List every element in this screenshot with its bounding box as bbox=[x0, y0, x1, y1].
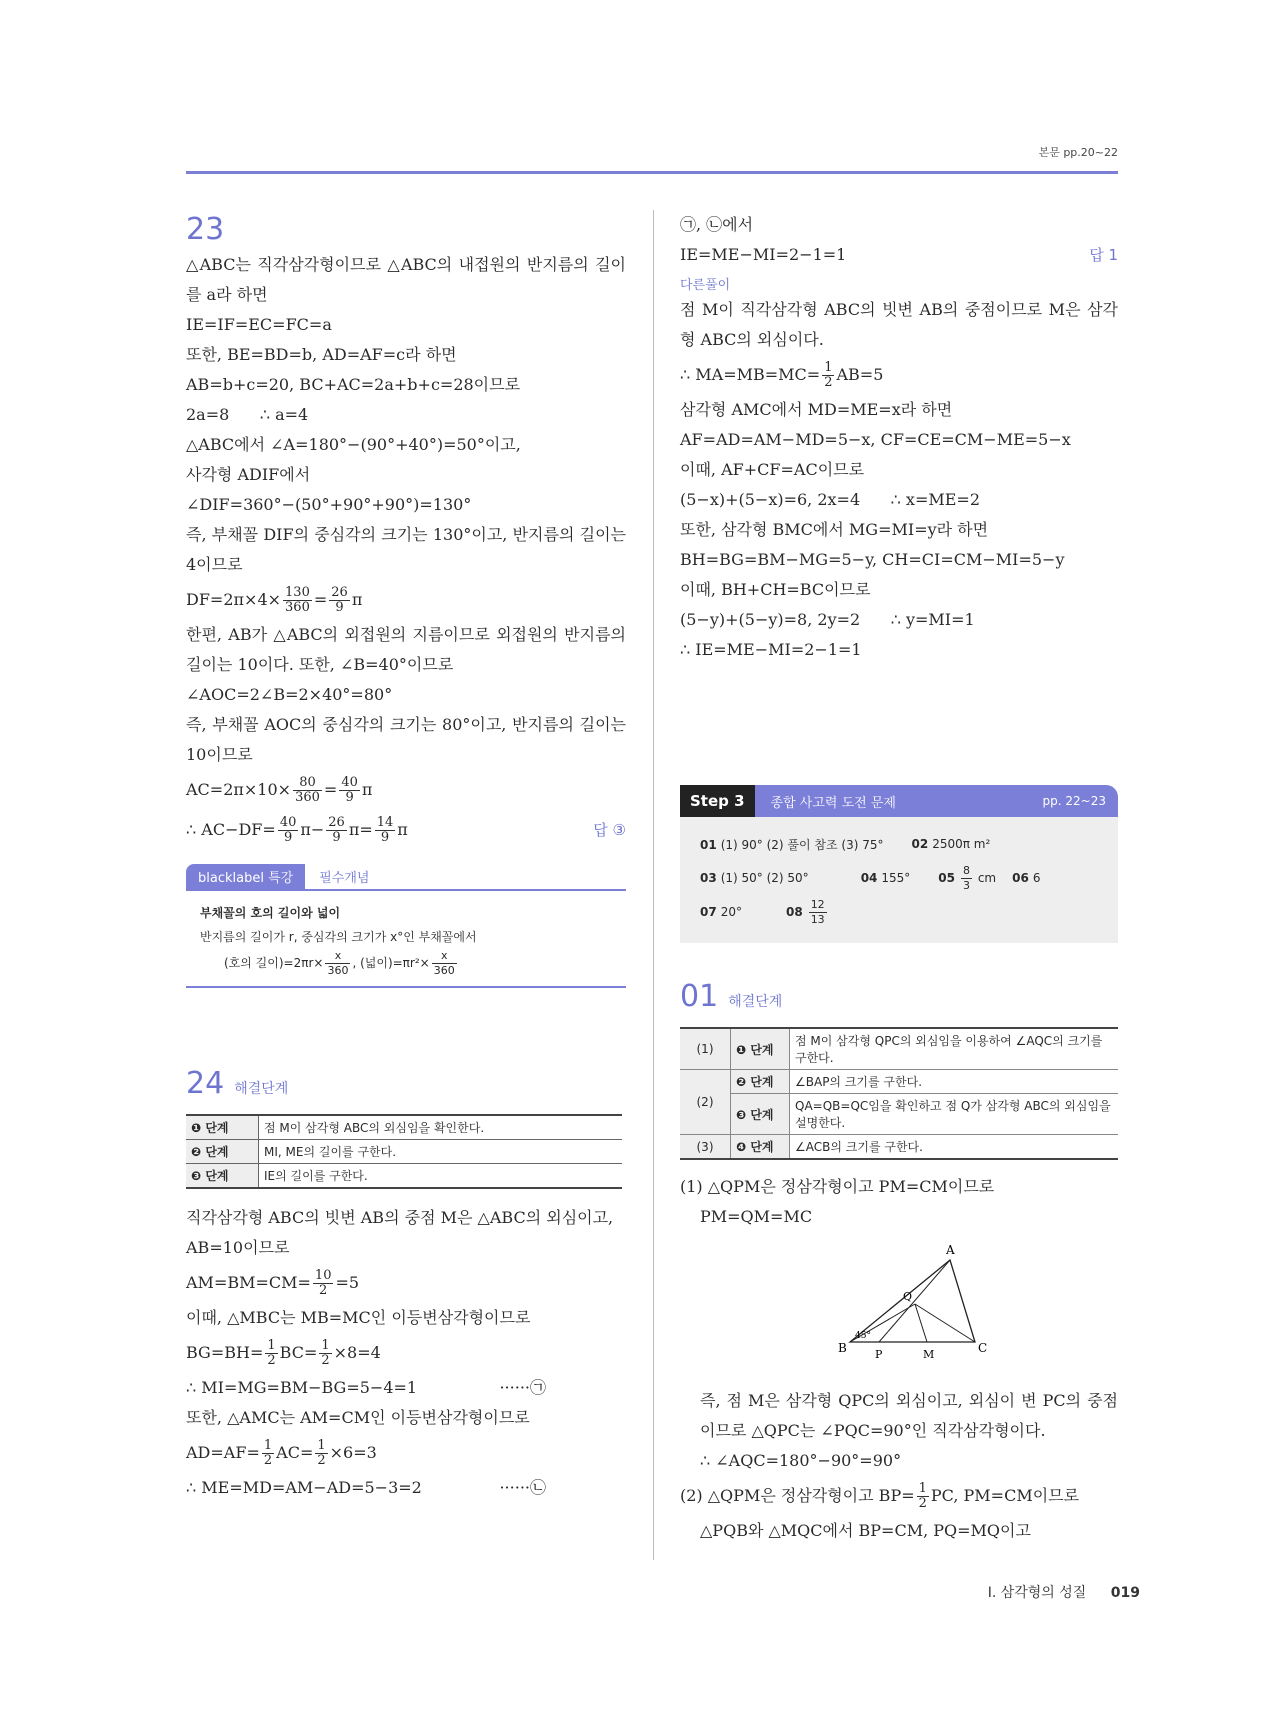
denominator: 2 bbox=[317, 1453, 326, 1468]
numerator: 14 bbox=[376, 815, 394, 830]
fraction bbox=[432, 949, 457, 978]
text-line: 즉, 부채꼴 AOC의 중심각의 크기는 80°이고, 반지름의 길이는 10이므로 bbox=[186, 715, 626, 764]
formula-part: ×6=3 bbox=[329, 1443, 377, 1462]
answer-value: (1) 90° (2) 풀이 참조 (3) 75° bbox=[720, 837, 884, 852]
step3-answers bbox=[680, 817, 1118, 943]
formula-part: π bbox=[351, 590, 363, 609]
formula-part: (호의 길이)=2πr× bbox=[224, 956, 324, 970]
text-line bbox=[186, 1373, 626, 1403]
answer-item bbox=[786, 898, 829, 927]
denominator: 360 bbox=[295, 790, 320, 805]
part-cell: (2) bbox=[680, 1070, 731, 1135]
blacklabel-tabs bbox=[186, 864, 626, 891]
answer-number: 06 bbox=[1012, 871, 1029, 885]
formula-part: IE=ME−MI=2−1=1 bbox=[680, 245, 847, 264]
step3-title: 종합 사고력 도전 문제 bbox=[770, 795, 896, 811]
column-divider bbox=[653, 210, 654, 1560]
text-line: 2a=8 ∴ a=4 bbox=[186, 405, 309, 424]
stage-table-24 bbox=[186, 1114, 622, 1189]
stage-cell: ❹ 단계 bbox=[731, 1135, 790, 1160]
formula-part: = bbox=[313, 590, 328, 609]
numerator: 40 bbox=[341, 775, 358, 790]
formula-line bbox=[680, 355, 1118, 395]
stage-label: 해결단계 bbox=[234, 1081, 289, 1097]
spacer bbox=[186, 988, 626, 1064]
answer-value: (1) 50° (2) 50° bbox=[720, 871, 809, 885]
stage-label: 해결단계 bbox=[728, 994, 783, 1010]
mark-1: ······㉠ bbox=[499, 1378, 546, 1397]
text-line: (5−x)+(5−x)=6, 2x=4 ∴ x=ME=2 bbox=[680, 490, 980, 509]
segment-qc bbox=[915, 1304, 975, 1342]
formula-line bbox=[186, 1333, 626, 1373]
answer-number: 07 bbox=[700, 905, 717, 919]
fraction bbox=[325, 949, 350, 978]
text-line: AF=AD=AM−MD=5−x, CF=CE=CM−ME=5−x bbox=[680, 430, 1071, 449]
text-line: △ABC는 직각삼각형이므로 △ABC의 내접원의 반지름의 길이를 a라 하면 bbox=[186, 255, 626, 304]
problem-number-23: 23 bbox=[186, 212, 225, 247]
text-line: 또한, 삼각형 BMC에서 MG=MI=y라 하면 bbox=[680, 520, 989, 539]
answer-row bbox=[700, 861, 1098, 895]
text-line bbox=[186, 1473, 626, 1503]
answer-number: 03 bbox=[700, 871, 717, 885]
answer-item bbox=[700, 871, 809, 885]
text-line: 직각삼각형 ABC의 빗변 AB의 중점 M은 △ABC의 외심이고, bbox=[186, 1208, 614, 1227]
denominator: 2 bbox=[918, 1496, 927, 1511]
formula-part: ∴ MA=MB=MC= bbox=[680, 365, 821, 384]
text-line: 이때, BH+CH=BC이므로 bbox=[680, 580, 871, 599]
step3-header bbox=[680, 785, 1118, 817]
formula-line bbox=[186, 1263, 626, 1303]
denominator: 9 bbox=[335, 600, 344, 615]
text-line: 사각형 ADIF에서 bbox=[186, 465, 311, 484]
denominator: 9 bbox=[332, 830, 341, 845]
numerator: 8 bbox=[963, 863, 970, 877]
answer-unit: cm bbox=[977, 870, 997, 885]
answer-item bbox=[700, 836, 884, 853]
formula-part: , (넓이)=πr²× bbox=[352, 956, 430, 970]
stage-table-01 bbox=[680, 1027, 1118, 1160]
stage-cell: ❶ 단계 bbox=[731, 1028, 790, 1070]
table-row bbox=[680, 1094, 1118, 1135]
part-cell: (1) bbox=[680, 1028, 731, 1070]
stage-desc: 점 M이 삼각형 ABC의 외심임을 확인한다. bbox=[259, 1115, 623, 1140]
answer-value: 155° bbox=[881, 871, 911, 885]
fraction bbox=[961, 864, 972, 893]
text-line: ㉠, ㉡에서 bbox=[680, 215, 754, 234]
part-cell: (3) bbox=[680, 1135, 731, 1160]
numerator: 1 bbox=[317, 1438, 326, 1453]
formula-part: ×8=4 bbox=[333, 1343, 381, 1362]
answer-23: 답 ③ bbox=[593, 821, 626, 839]
formula-part: AC= bbox=[276, 1443, 314, 1462]
numerator: 80 bbox=[293, 776, 322, 791]
table-row bbox=[680, 1028, 1118, 1070]
denominator: 2 bbox=[321, 1353, 330, 1368]
answer-number: 05 bbox=[938, 870, 955, 885]
text-line: ∠AOC=2∠B=2×40°=80° bbox=[186, 685, 393, 704]
formula-part: =5 bbox=[335, 1273, 360, 1292]
formula-part: AC=2π×10× bbox=[186, 780, 292, 799]
text-line: 즉, 점 M은 삼각형 QPC의 외심이고, 외심이 변 PC의 중점이므로 △QPC는 ∠PQC=90°인 직각삼각형이다. bbox=[700, 1391, 1118, 1440]
answer-value: 20° bbox=[720, 905, 742, 919]
formula-part: ∴ ME=MD=AM−AD=5−3=2 bbox=[186, 1478, 422, 1497]
fraction bbox=[917, 1482, 929, 1511]
footer-section: I. 삼각형의 성질 bbox=[987, 1585, 1087, 1601]
formula-part: DF=2π×4× bbox=[186, 590, 282, 609]
denominator: 9 bbox=[283, 830, 293, 845]
page-footer bbox=[988, 1582, 1140, 1602]
text-line: PM=QM=MC bbox=[700, 1207, 813, 1226]
text-line: △ABC에서 ∠A=180°−(90°+40°)=50°이고, bbox=[186, 435, 521, 454]
answer-item bbox=[938, 864, 996, 893]
page-number: 019 bbox=[1110, 1585, 1140, 1601]
formula-part: BG=BH= bbox=[186, 1343, 264, 1362]
stage-cell: ❸ 단계 bbox=[731, 1094, 790, 1135]
formula-part: (2) △QPM은 정삼각형이고 BP= bbox=[680, 1486, 915, 1505]
answer-24: 답 1 bbox=[1089, 246, 1118, 264]
text-line: 또한, △AMC는 AM=CM인 이등변삼각형이므로 bbox=[186, 1408, 530, 1427]
fraction bbox=[262, 1439, 274, 1468]
problem-number-24: 24 bbox=[186, 1066, 225, 1101]
label-b: B bbox=[838, 1341, 847, 1355]
table-row bbox=[186, 1164, 622, 1189]
stage-desc: ∠BAP의 크기를 구한다. bbox=[790, 1070, 1119, 1094]
stage-cell: ❸ 단계 bbox=[186, 1164, 259, 1189]
step3-box bbox=[680, 785, 1118, 943]
formula-part: π− bbox=[300, 820, 325, 839]
label-a: A bbox=[946, 1243, 955, 1257]
stage-cell: ❷ 단계 bbox=[731, 1070, 790, 1094]
text-line bbox=[680, 240, 1118, 270]
formula-line bbox=[186, 810, 626, 850]
numerator: 40 bbox=[279, 815, 297, 830]
stage-cell: ❶ 단계 bbox=[186, 1115, 259, 1140]
answer-number: 02 bbox=[911, 837, 929, 851]
formula-part: BC= bbox=[279, 1343, 318, 1362]
label-m: M bbox=[923, 1348, 935, 1361]
text-line: ∠DIF=360°−(50°+90°+90°)=130° bbox=[186, 495, 472, 514]
answer-item bbox=[861, 871, 911, 885]
stage-desc: QA=QB=QC임을 확인하고 점 Q가 삼각형 ABC의 외심임을 설명한다. bbox=[790, 1094, 1119, 1135]
denominator: 360 bbox=[285, 600, 310, 615]
answer-value: 2500π m² bbox=[932, 837, 991, 851]
text-line: 삼각형 AMC에서 MD=ME=x라 하면 bbox=[680, 400, 953, 419]
formula-part: ∴ MI=MG=BM−BG=5−4=1 bbox=[186, 1378, 418, 1397]
table-row bbox=[186, 1140, 622, 1164]
problem-header-01 bbox=[680, 977, 1118, 1017]
header-rule bbox=[186, 171, 1118, 174]
fraction bbox=[375, 816, 396, 845]
denominator: 9 bbox=[380, 830, 390, 845]
denominator: 2 bbox=[267, 1353, 276, 1368]
formula-part: PC, PM=CM이므로 bbox=[930, 1486, 1080, 1505]
formula-part: ∴ AC−DF= bbox=[186, 820, 276, 839]
blacklabel-box bbox=[186, 864, 626, 988]
formula-part: π bbox=[397, 820, 408, 839]
formula-part: AB=5 bbox=[836, 365, 884, 384]
numerator: 1 bbox=[321, 1338, 330, 1353]
problem-header-24 bbox=[186, 1064, 626, 1104]
blacklabel-formula bbox=[200, 949, 612, 978]
formula-line bbox=[186, 770, 626, 810]
numerator: 1 bbox=[267, 1338, 276, 1353]
denominator: 2 bbox=[319, 1283, 328, 1298]
angle-label: 45° bbox=[855, 1331, 871, 1341]
fraction bbox=[315, 1439, 327, 1468]
text-line: AB=b+c=20, BC+AC=2a+b+c=28이므로 bbox=[186, 375, 521, 394]
formula-part: π bbox=[361, 780, 373, 799]
stage-desc: MI, ME의 길이를 구한다. bbox=[259, 1140, 623, 1164]
mark-2: ······㉡ bbox=[499, 1478, 546, 1497]
numerator: 130 bbox=[285, 585, 310, 600]
label-q: Q bbox=[903, 1290, 913, 1303]
answer-item bbox=[700, 905, 742, 919]
blacklabel-title: 부채꼴의 호의 길이와 넓이 bbox=[200, 906, 341, 920]
text-line: 이때, △MBC는 MB=MC인 이등변삼각형이므로 bbox=[186, 1308, 531, 1327]
blacklabel-line: 반지름의 길이가 r, 중심각의 크기가 x°인 부채꼴에서 bbox=[200, 930, 477, 944]
numerator: x bbox=[325, 949, 350, 964]
left-column bbox=[186, 210, 626, 1503]
fraction bbox=[283, 586, 312, 615]
segment-qm bbox=[915, 1304, 927, 1342]
denominator: 13 bbox=[810, 912, 825, 926]
formula-part: π= bbox=[348, 820, 373, 839]
right-column bbox=[680, 210, 1118, 1546]
formula-part: = bbox=[323, 780, 338, 799]
formula-line bbox=[680, 1476, 1118, 1516]
denominator: 2 bbox=[824, 375, 833, 390]
table-row bbox=[680, 1135, 1118, 1160]
text-line: AB=10이므로 bbox=[186, 1238, 290, 1257]
text-line: ∴ ∠AQC=180°−90°=90° bbox=[700, 1451, 902, 1470]
fraction bbox=[313, 1269, 334, 1298]
answer-item bbox=[1012, 871, 1040, 885]
answer-value: 6 bbox=[1032, 871, 1041, 885]
numerator: 1 bbox=[263, 1438, 273, 1453]
answer-number: 01 bbox=[700, 837, 717, 852]
text-line: 또한, BE=BD=b, AD=AF=c라 하면 bbox=[186, 345, 457, 364]
text-line: 한편, AB가 △ABC의 외접원의 지름이므로 외접원의 반지름의 길이는 10이다. 또한, ∠B=40°이므로 bbox=[186, 625, 626, 674]
page-reference: 본문 pp.20~22 bbox=[1038, 146, 1118, 159]
text-line: (1) △QPM은 정삼각형이고 PM=CM이므로 bbox=[680, 1177, 995, 1196]
stage-desc: IE의 길이를 구한다. bbox=[259, 1164, 623, 1189]
fraction bbox=[809, 898, 827, 927]
formula-part: AM=BM=CM= bbox=[186, 1273, 311, 1292]
fraction bbox=[319, 1339, 331, 1368]
numerator: 1 bbox=[918, 1481, 927, 1496]
label-p: P bbox=[875, 1348, 883, 1361]
denominator: 360 bbox=[433, 964, 455, 977]
fraction bbox=[293, 776, 322, 805]
text-line: 이때, AF+CF=AC이므로 bbox=[680, 460, 865, 479]
step3-pages: pp. 22~23 bbox=[1042, 794, 1106, 808]
fraction bbox=[278, 816, 299, 845]
segment-ap bbox=[879, 1260, 950, 1342]
blacklabel-tab: blacklabel 특강 bbox=[186, 864, 305, 889]
blacklabel-content bbox=[186, 891, 626, 978]
step3-tab: Step 3 bbox=[680, 785, 755, 817]
text-line: (5−y)+(5−y)=8, 2y=2 ∴ y=MI=1 bbox=[680, 610, 975, 629]
numerator: 12 bbox=[810, 897, 825, 911]
fraction bbox=[265, 1339, 277, 1368]
answer-number: 08 bbox=[785, 904, 803, 919]
text-line: BH=BG=BM−MG=5−y, CH=CI=CM−MI=5−y bbox=[680, 550, 1065, 569]
stage-cell: ❷ 단계 bbox=[186, 1140, 259, 1164]
answer-row bbox=[700, 827, 1098, 861]
numerator: 1 bbox=[824, 360, 833, 375]
formula-part: AD=AF= bbox=[186, 1443, 260, 1462]
text-line: IE=IF=EC=FC=a bbox=[186, 315, 332, 334]
fraction bbox=[329, 586, 350, 615]
answer-item bbox=[912, 837, 991, 851]
text-line: △PQB와 △MQC에서 BP=CM, PQ=MQ이고 bbox=[700, 1521, 1031, 1540]
fraction bbox=[326, 816, 347, 845]
numerator: 26 bbox=[328, 815, 345, 830]
table-row bbox=[680, 1070, 1118, 1094]
denominator: 2 bbox=[263, 1453, 273, 1468]
text-line: ∴ IE=ME−MI=2−1=1 bbox=[680, 640, 862, 659]
numerator: x bbox=[432, 949, 457, 964]
fraction bbox=[339, 776, 360, 805]
answer-row bbox=[700, 895, 1098, 929]
fraction bbox=[822, 361, 834, 390]
text-line: 점 M이 직각삼각형 ABC의 빗변 AB의 중점이므로 M은 삼각형 ABC의 외심이다. bbox=[680, 300, 1118, 349]
label-c: C bbox=[978, 1341, 988, 1355]
table-row bbox=[186, 1115, 622, 1140]
stage-desc: 점 M이 삼각형 QPC의 외심임을 이용하여 ∠AQC의 크기를 구한다. bbox=[790, 1028, 1119, 1070]
concept-tab: 필수개념 bbox=[319, 871, 370, 886]
numerator: 10 bbox=[314, 1268, 332, 1283]
stage-desc: ∠ACB의 크기를 구한다. bbox=[790, 1135, 1119, 1160]
numerator: 26 bbox=[331, 585, 348, 600]
answer-number: 04 bbox=[860, 871, 878, 885]
formula-line bbox=[186, 1433, 626, 1473]
formula-line bbox=[186, 580, 626, 620]
denominator: 360 bbox=[327, 964, 349, 977]
alternative-solution-label: 다른풀이 bbox=[680, 278, 731, 293]
problem-number-01: 01 bbox=[680, 979, 719, 1014]
triangle-figure bbox=[830, 1242, 1000, 1372]
denominator: 9 bbox=[345, 790, 354, 805]
text-line: 즉, 부채꼴 DIF의 중심각의 크기는 130°이고, 반지름의 길이는 4이므로 bbox=[186, 525, 626, 574]
denominator: 3 bbox=[963, 878, 970, 892]
